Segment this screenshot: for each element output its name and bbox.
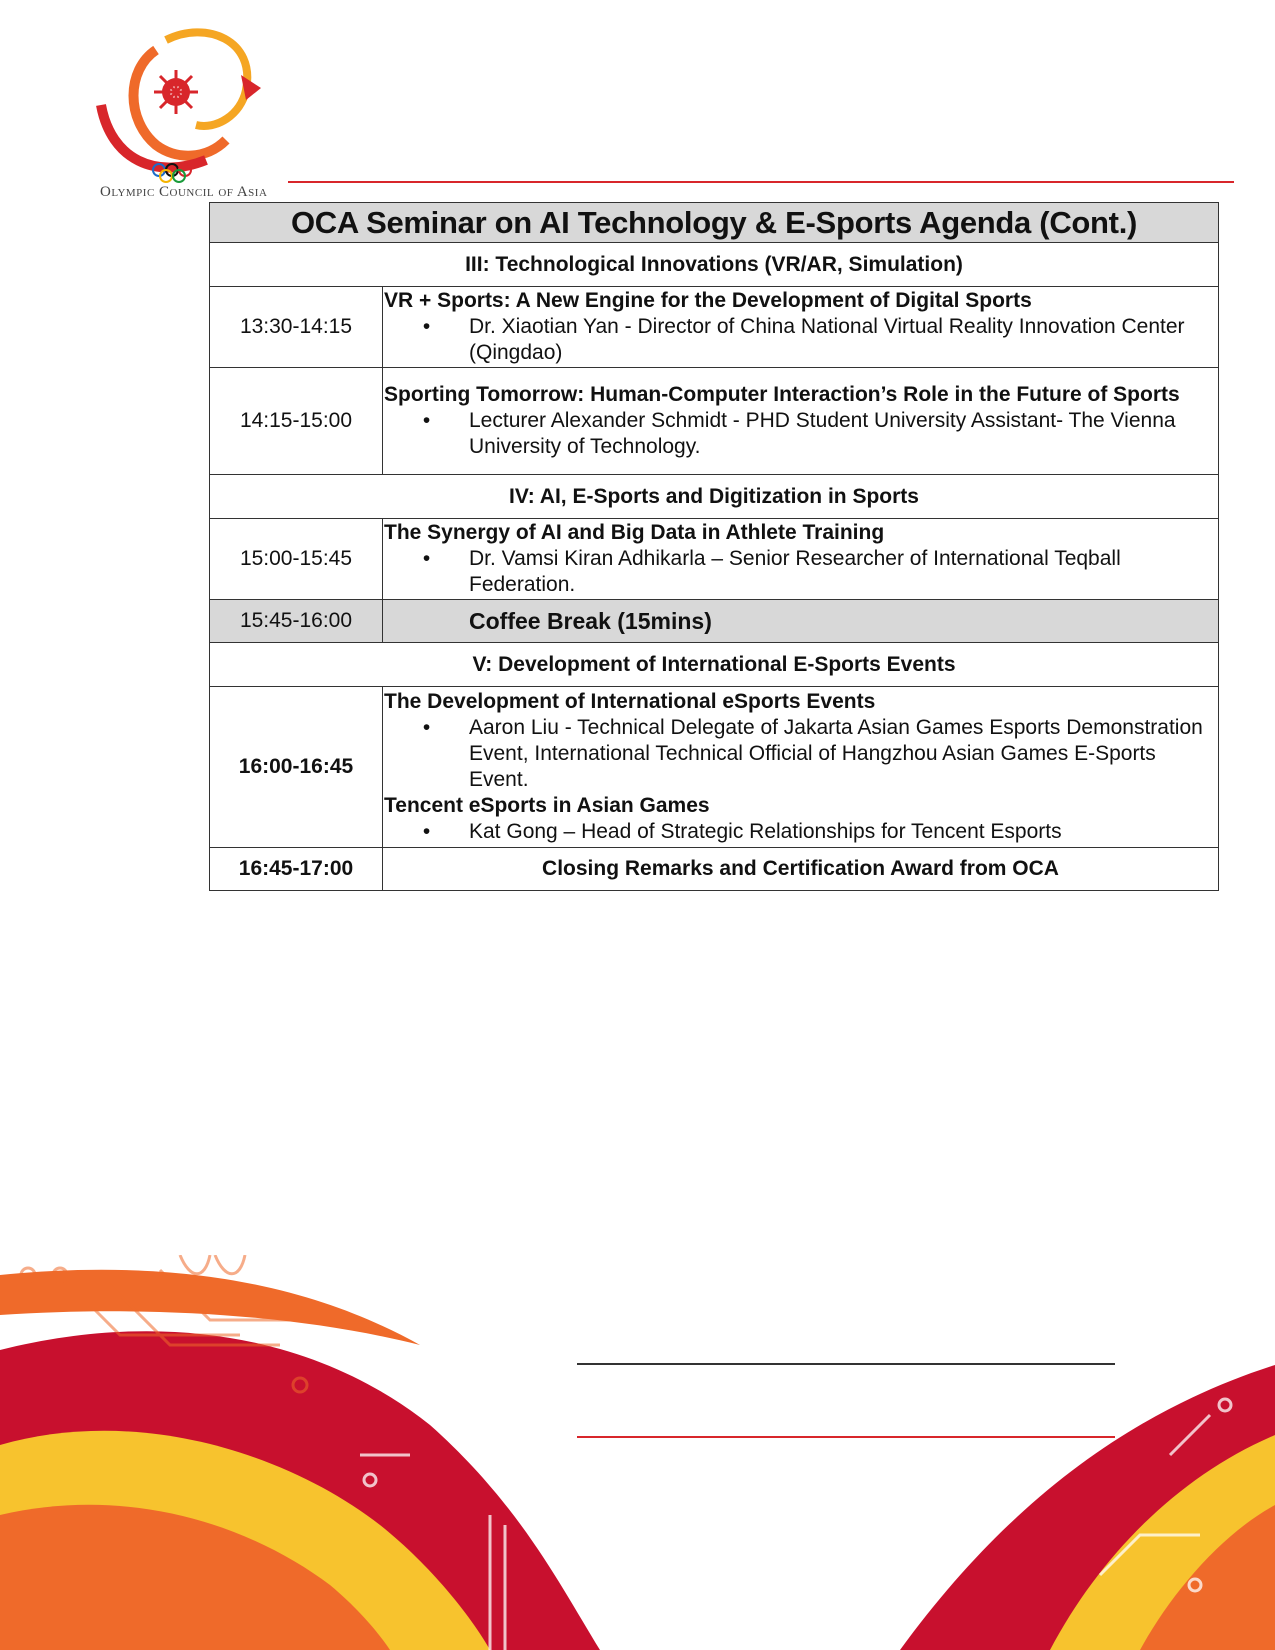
signature-line — [577, 1363, 1115, 1365]
session-time: 16:00-16:45 — [210, 687, 383, 848]
oca-logo — [96, 20, 266, 200]
bullet-icon: • — [422, 716, 431, 739]
talk-title: Sporting Tomorrow: Human-Computer Interaction’s Role in the Future of Sports — [384, 383, 1180, 406]
closing-row — [210, 848, 1219, 891]
closing-label: Closing Remarks and Certification Award from OCA — [383, 848, 1219, 891]
session-details — [383, 519, 1219, 600]
session-time: 14:15-15:00 — [210, 368, 383, 475]
speaker: Dr. Xiaotian Yan - Director of China National Virtual Reality Innovation Center (Qingdao) — [469, 315, 1185, 364]
header-rule — [288, 181, 1234, 183]
talk-title: Tencent eSports in Asian Games — [384, 794, 710, 817]
footer-decoration — [0, 1255, 1275, 1650]
session-details — [383, 687, 1219, 848]
speaker: Kat Gong – Head of Strategic Relationships for Tencent Esports — [469, 820, 1062, 843]
table-row — [210, 687, 1219, 848]
session-time: 15:00-15:45 — [210, 519, 383, 600]
session-time: 13:30-14:15 — [210, 287, 383, 368]
break-time: 15:45-16:00 — [210, 600, 383, 643]
table-row — [210, 519, 1219, 600]
bullet-icon: • — [422, 315, 431, 338]
coffee-break-row — [210, 600, 1219, 643]
section-heading-iii: III: Technological Innovations (VR/AR, Simulation) — [210, 243, 1219, 287]
bullet-icon: • — [422, 820, 431, 843]
agenda-title: OCA Seminar on AI Technology & E-Sports Agenda (Cont.) — [210, 203, 1219, 243]
section-heading-v: V: Development of International E-Sports Events — [210, 643, 1219, 687]
talk-title: The Development of International eSports Events — [384, 690, 876, 713]
break-label: Coffee Break (15mins) — [383, 600, 1219, 643]
talk-title: VR + Sports: A New Engine for the Development of Digital Sports — [384, 289, 1032, 312]
table-row — [210, 287, 1219, 368]
logo-text: Olympic Council of Asia — [100, 184, 268, 200]
talk-title: The Synergy of AI and Big Data in Athlete Training — [384, 521, 885, 544]
section-heading-iv: IV: AI, E-Sports and Digitization in Sports — [210, 475, 1219, 519]
signature-line — [577, 1436, 1115, 1438]
bullet-icon: • — [422, 409, 431, 432]
table-row — [210, 368, 1219, 475]
bullet-icon: • — [422, 547, 431, 570]
speaker: Dr. Vamsi Kiran Adhikarla – Senior Researcher of International Teqball Federation. — [469, 547, 1121, 596]
speaker: Aaron Liu - Technical Delegate of Jakarta Asian Games Esports Demonstration Event, International Technical Official of Hangzhou Asian Games E-Sports Event. — [469, 716, 1203, 791]
session-details — [383, 368, 1219, 475]
speaker: Lecturer Alexander Schmidt - PHD Student University Assistant- The Vienna University of Technology. — [469, 409, 1176, 458]
closing-time: 16:45-17:00 — [210, 848, 383, 891]
session-details — [383, 287, 1219, 368]
agenda-table — [209, 202, 1219, 891]
